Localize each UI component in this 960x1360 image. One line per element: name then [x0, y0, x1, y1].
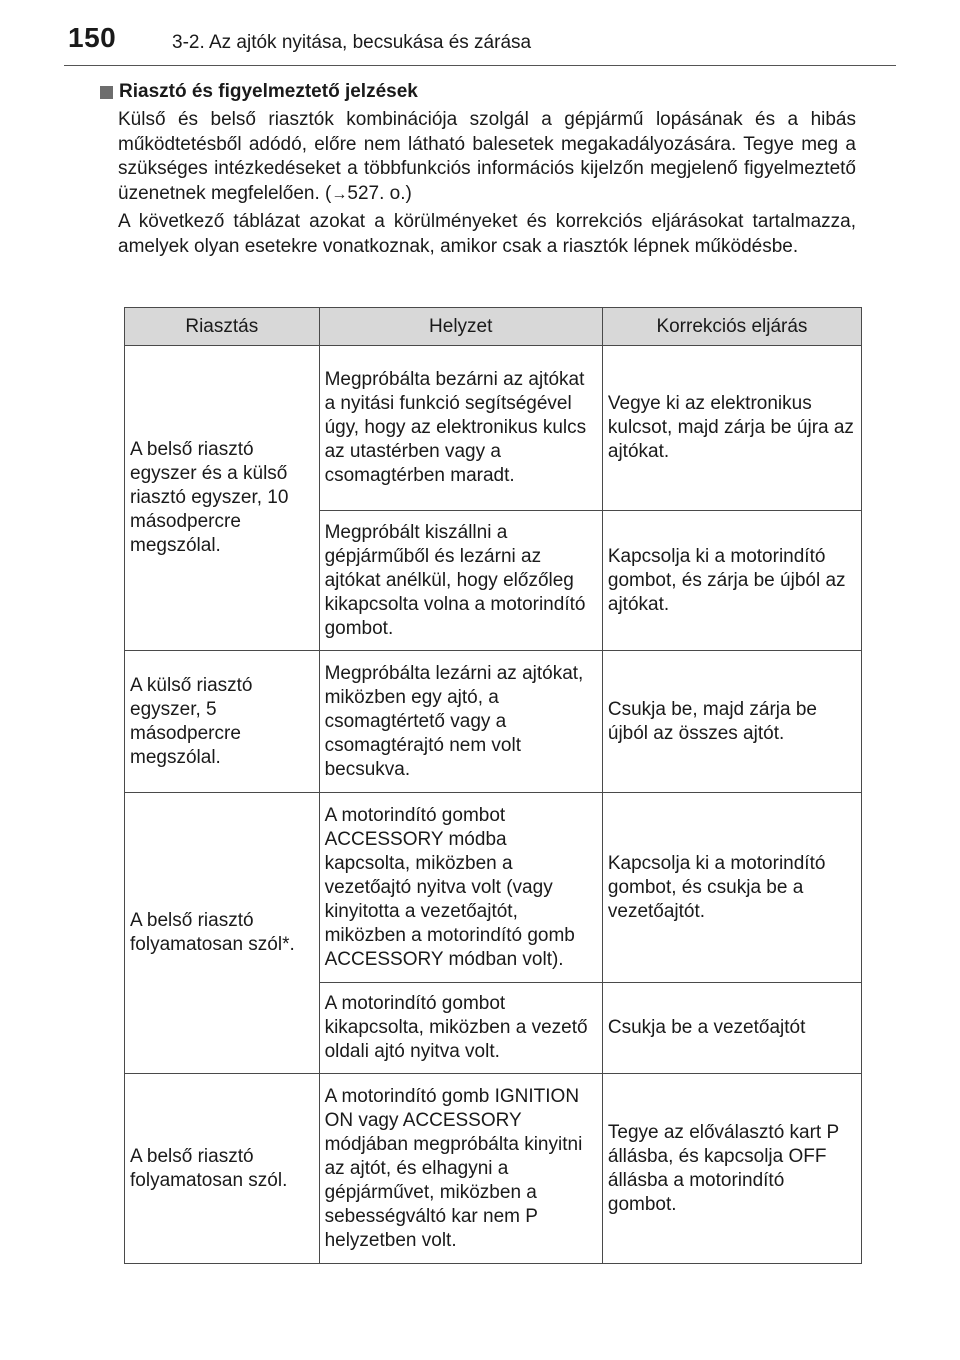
subheading: [100, 81, 418, 103]
arrow-right-icon: →: [331, 185, 348, 203]
column-header-situation: Helyzet: [319, 308, 602, 346]
correction-text: Tegye az előválasztó kart P állásba, és kapcsolja OFF állásba a motorindító gombot.: [607, 1121, 839, 1215]
alarm-text: A belső riasztó egyszer és a külső riasztó egyszer, 10 másodpercre megszólal.: [130, 439, 289, 556]
situation-cell: [319, 511, 602, 651]
situation-cell: [319, 793, 602, 983]
alarm-table: [124, 307, 862, 1264]
page-number: 150: [68, 22, 117, 53]
correction-cell: [602, 511, 861, 651]
intro-paragraph-text: Külső és belső riasztók kombinációja szolgál a gépjármű lopásának és a hibás működtetésből adódó, előre nem látható balesetek megakadályozására. Tegye meg a szükséges intézkedéseket a többfunkciós információs kijelzőn megjelenő figyelmeztető üzenetnek megfelelően. (: [118, 109, 856, 204]
correction-cell: [602, 793, 861, 983]
situation-text: A motorindító gombot kikapcsolta, miközben a vezető oldali ajtó nyitva volt.: [324, 993, 588, 1062]
correction-text: Vegye ki az elektronikus kulcsot, majd zárja be újra az ajtókat.: [607, 393, 854, 462]
alarm-text: A belső riasztó folyamatosan szól*.: [130, 910, 295, 955]
correction-text: Kapcsolja ki a motorindító gombot, és csukja be a vezetőajtót.: [607, 852, 826, 922]
alarm-cell: [125, 793, 320, 1074]
situation-text: A motorindító gomb IGNITION ON vagy ACCESSORY módjában megpróbálta kinyitni az ajtót, és elhagyni a gépjárművet, miközben a sebességváltó kar nem P helyzetben volt.: [324, 1085, 583, 1251]
table-header-row: [125, 308, 862, 346]
correction-text: Csukja be a vezetőajtót: [607, 1017, 806, 1038]
alarm-cell: [125, 346, 320, 651]
alarm-text: A külső riasztó egyszer, 5 másodpercre megszólal.: [130, 674, 253, 768]
column-header-alarm: Riasztás: [125, 308, 320, 346]
correction-cell: [602, 346, 861, 511]
intro-paragraph: [118, 108, 856, 207]
alarm-cell: [125, 1074, 320, 1264]
table-row: [125, 793, 862, 983]
situation-text: Megpróbált kiszállni a gépjárműből és lezárni az ajtókat anélkül, hogy előzőleg kikapcsolta volna a motorindító gombot.: [324, 521, 586, 639]
section-title: 3-2. Az ajtók nyitása, becsukása és zárása: [172, 32, 532, 53]
situation-text: Megpróbálta lezárni az ajtókat, miközben egy ajtó, a csomagtértető vagy a csomagtérajtó nem volt becsukva.: [324, 662, 584, 780]
table-row: [125, 346, 862, 511]
situation-cell: [319, 346, 602, 511]
header-divider: [64, 65, 896, 66]
alarm-cell: [125, 651, 320, 793]
table-intro-paragraph: A következő táblázat azokat a körülményeket és korrekciós eljárásokat tartalmazza, amelyek olyan esetekre vonatkoznak, amikor csak a riasztók lépnek működésbe.: [118, 211, 856, 257]
table-row: [125, 651, 862, 793]
alarm-text: A belső riasztó folyamatosan szól.: [130, 1145, 288, 1191]
situation-cell: [319, 983, 602, 1074]
subheading-text: Riasztó és figyelmeztető jelzések: [119, 81, 418, 102]
square-bullet-icon: [100, 86, 113, 99]
situation-cell: [319, 1074, 602, 1264]
situation-cell: [319, 651, 602, 793]
page-reference-link[interactable]: 527. o.): [347, 182, 412, 204]
correction-cell: [602, 1074, 861, 1264]
situation-text: A motorindító gombot ACCESSORY módba kapcsolta, miközben a vezetőajtó nyitva volt (vagy kinyitotta a vezetőajtót, miközben a motorindító gomb ACCESSORY módban volt).: [324, 804, 575, 970]
correction-text: Kapcsolja ki a motorindító gombot, és zárja be újból az ajtókat.: [607, 545, 846, 615]
correction-cell: [602, 983, 861, 1074]
situation-text: Megpróbálta bezárni az ajtókat a nyitási funkció segítségével úgy, hogy az elektronikus kulcs az utastérben vagy a csomagtérben maradt.: [324, 369, 587, 486]
column-header-correction: Korrekciós eljárás: [602, 308, 861, 346]
table-row: [125, 1074, 862, 1264]
correction-text: Csukja be, majd zárja be újból az összes ajtót.: [607, 698, 817, 744]
correction-cell: [602, 651, 861, 793]
